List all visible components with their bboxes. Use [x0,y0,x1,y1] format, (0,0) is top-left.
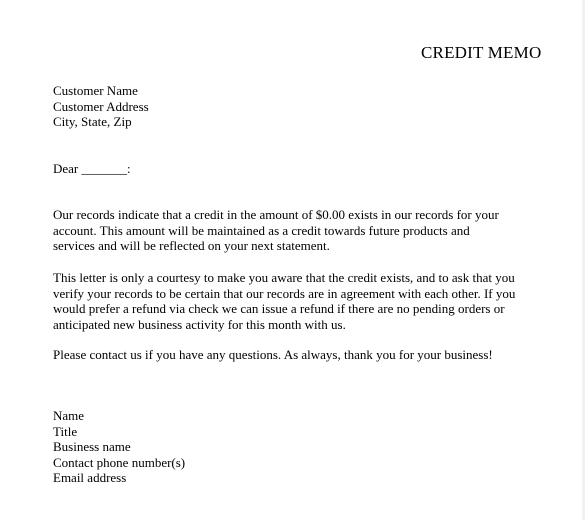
courtesy-paragraph-line: anticipated new business activity for this month with us. [53,316,346,332]
document-title: CREDIT MEMO [421,43,542,62]
customer-address-line: Customer Address [53,98,149,114]
courtesy-paragraph [53,270,515,332]
closing-paragraph [53,347,493,363]
credit-paragraph [53,207,499,254]
credit-paragraph-line: Our records indicate that a credit in the amount of $0.00 exists in our records for your [53,207,499,222]
signature-phone: Contact phone number(s) [53,454,186,470]
credit-paragraph-line: services and will be reflected on your next statement. [53,238,330,253]
salutation [53,161,131,177]
customer-address-block [53,83,149,130]
signature-name: Name [53,408,85,423]
courtesy-paragraph-line: This letter is only a courtesy to make you aware that the credit exists, and to ask that you [53,270,515,285]
salutation-text: Dear _______: [53,161,131,176]
signature-title: Title [53,423,78,439]
courtesy-paragraph-line: would prefer a refund via check we can issue a refund if there are no pending orders or [53,301,505,316]
customer-name-line: Customer Name [53,83,138,98]
closing-paragraph-line: Please contact us if you have any questions. As always, thank you for your business! [53,347,493,362]
courtesy-paragraph-line: verify your records to be certain that our records are in agreement with each other. If you [53,285,516,301]
signature-business-name: Business name [53,439,131,454]
credit-paragraph-line: account. This amount will be maintained as a credit towards future products and [53,222,470,238]
customer-city-line: City, State, Zip [53,114,132,129]
signature-email: Email address [53,470,127,485]
signature-block [53,408,185,486]
